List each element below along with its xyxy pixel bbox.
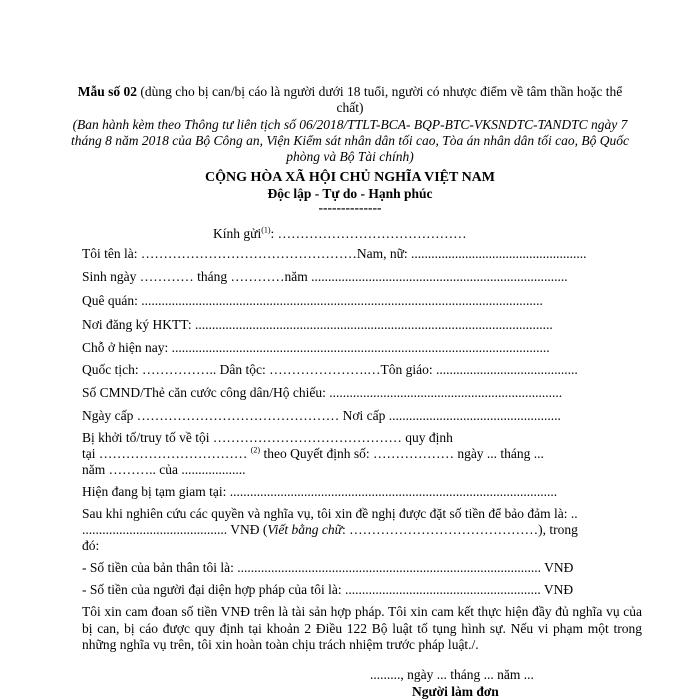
commitment-paragraph: Tôi xin cam đoan số tiền VNĐ trên là tài sản hợp pháp. Tôi xin cam kết thực hiện đầy đủ nghĩa vụ của bị can, bị cáo được quy định tại khoản 2 Điều 122 Bộ luật tố tụng hình sự. Nếu vi phạm một trong những nghĩa vụ trên, tôi xin hoàn toàn chịu trách nhiệm trước pháp luật./. [82,604,642,652]
detention-line: Hiện đang bị tạm giam tại: ................................................................................................. [82,484,558,499]
date-place-line: ........., ngày ... tháng ... năm ... [370,667,534,682]
issue-date-line: Ngày cấp ……………………………………… Nơi cấp ................................................... [82,408,561,423]
recipient-line [213,226,467,242]
charge-article-blank: tại …………………………… [82,446,251,461]
charge-line-1: Bị khởi tố/truy tố về tội …………………………………… quy định [82,430,453,445]
form-heading [70,84,630,116]
footnote-ref-2: (2) [250,445,261,455]
request-line-1: Sau khi nghiên cứu các quyền và nghĩa vụ, tôi xin đề nghị được đặt số tiền để bảo đảm là: .. [82,506,578,521]
signer-title: Người làm đơn [412,684,499,699]
form-number: Mẫu số 02 [77,84,138,99]
motto-divider: -------------- [318,200,382,215]
charge-line-2 [82,446,544,462]
request-line-2 [82,522,578,538]
representative-money-line: - Số tiền của người đại diện hợp pháp của tôi là: .......................................................... VNĐ [82,582,574,597]
decision-blank: theo Quyết định số: ……………… ngày ... tháng ... [260,446,544,461]
amount-blank: ........................................... VNĐ ( [82,522,268,537]
request-line-3: đó: [82,538,100,553]
nation-title: CỘNG HÒA XÃ HỘI CHỦ NGHĨA VIỆT NAM [204,170,495,185]
form-description: (dùng cho bị can/bị cáo là người dưới 18 tuổi, người có nhược điểm về tâm thần hoặc thể chất) [137,84,623,115]
current-address-line: Chỗ ở hiện nay: ................................................................................................................ [82,340,550,355]
in-words-label: Viết bằng chữ [267,522,342,537]
nationality-line: Quốc tịch: …………….. Dân tộc: ………………….…Tôn giáo: .......................................... [82,362,578,377]
name-line: Tôi tên là: …………………………………………Nam, nữ: .................................................... [82,246,587,261]
hometown-line: Quê quán: ....................................................................................................................... [82,293,543,308]
issuance-note: (Ban hành kèm theo Thông tư liên tịch số 06/2018/TTLT-BCA- BQP-BTC-VKSNDTC-TANDTC ngày 7 tháng 8 năm 2018 của Bộ Công an, Viện Kiểm sát nhân dân tối cao, Tòa án nhân dân tối cao, Bộ Quốc phòng và Bộ Tài chính) [70,117,630,164]
footnote-ref-1: (1) [261,225,271,235]
recipient-blank: : …………………………………… [270,226,467,241]
id-number-line: Số CMND/Thẻ căn cước công dân/Hộ chiếu: ..................................................................... [82,385,563,400]
recipient-label: Kính gửi [213,226,262,241]
own-money-line: - Số tiền của bản thân tôi là: .......................................................................................... VNĐ [82,560,574,575]
charge-line-3: năm ……….. của ................... [82,462,246,477]
in-words-blank: : ……………………………………), trong [341,522,578,537]
permanent-residence-line: Nơi đăng ký HKTT: .......................................................................................................... [82,317,553,332]
birth-date-line: Sinh ngày ………… tháng …………năm ............................................................................ [82,269,568,284]
national-motto: Độc lập - Tự do - Hạnh phúc [267,186,433,201]
